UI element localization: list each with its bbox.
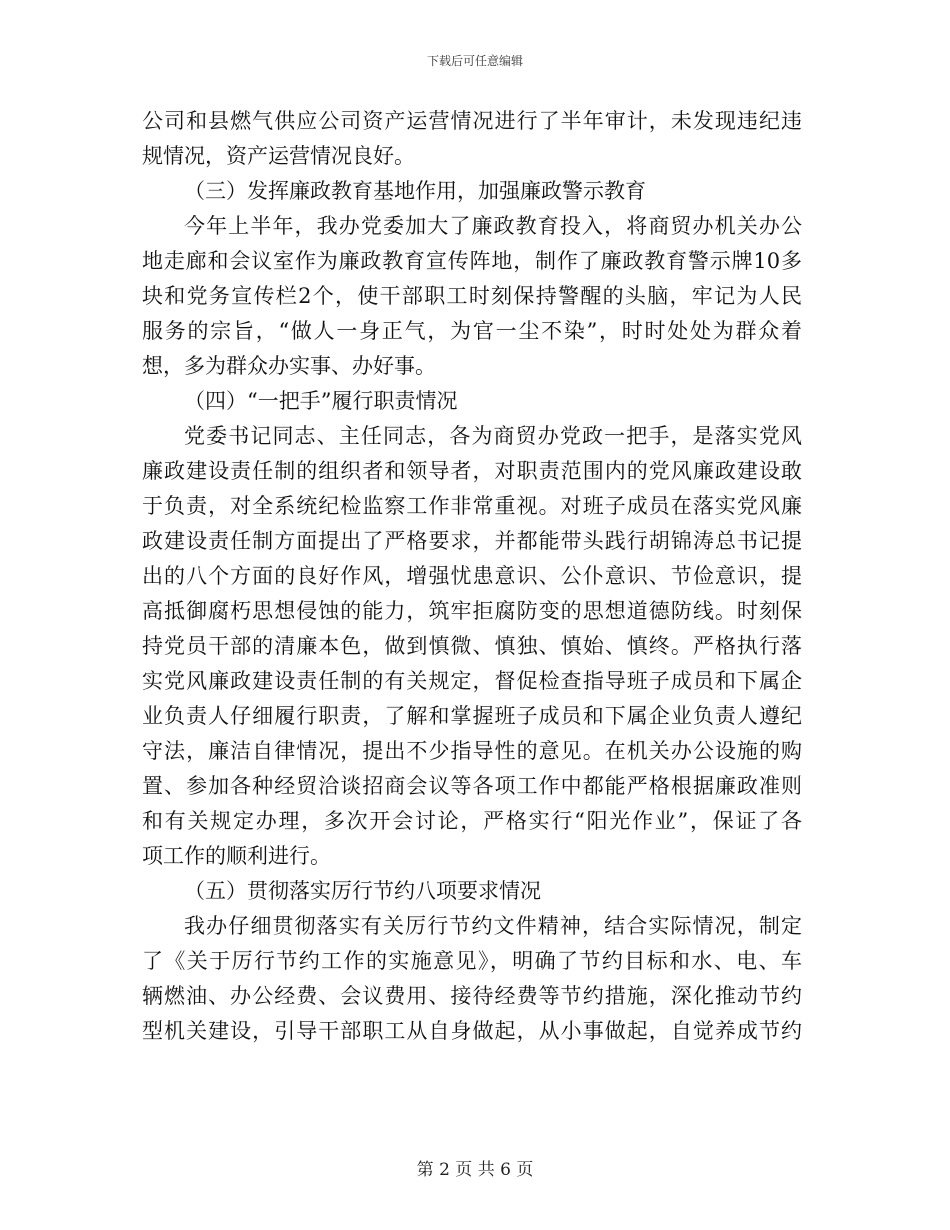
paragraph-last-line: 规情况，资产运营情况良好。	[142, 144, 415, 168]
page-header-note: 下载后可任意编辑	[426, 54, 523, 68]
page-footer-page-number: 第 2 页 共 6 页	[416, 1160, 534, 1180]
paragraph-last-line: 项工作的顺利进行。	[142, 844, 331, 868]
body-line: 高抵御腐朽思想侵蚀的能力，筑牢拒腐防变的思想道德防线。时刻保	[142, 599, 802, 623]
section-heading: （三）发挥廉政教育基地作用，加强廉政警示教育	[184, 179, 646, 203]
body-line: 和有关规定办理，多次开会讨论，严格实行“阳光作业”，保证了各	[142, 809, 802, 833]
body-line: 块和党务宣传栏2个，使干部职工时刻保持警醒的头脑，牢记为人民	[142, 284, 802, 308]
body-line: 型机关建设，引导干部职工从自身做起，从小事做起，自觉养成节约	[142, 1019, 802, 1043]
body-line: 服务的宗旨，“做人一身正气，为官一尘不染”，时时处处为群众着	[142, 319, 802, 343]
paragraph-last-line: 想，多为群众办实事、办好事。	[142, 354, 436, 378]
body-line: 辆燃油、办公经费、会议费用、接待经费等节约措施，深化推动节约	[142, 984, 802, 1008]
paragraph-first-line: 我办仔细贯彻落实有关厉行节约文件精神，结合实际情况，制定	[184, 914, 802, 938]
section-heading: （四）“一把手”履行职责情况	[184, 389, 458, 413]
body-line: 守法，廉洁自律情况，提出不少指导性的意见。在机关办公设施的购	[142, 739, 802, 763]
body-line: 了《关于厉行节约工作的实施意见》，明确了节约目标和水、电、车	[142, 949, 802, 973]
body-line: 置、参加各种经贸洽谈招商会议等各项工作中都能严格根据廉政准则	[142, 774, 802, 798]
body-line: 廉政建设责任制的组织者和领导者，对职责范围内的党风廉政建设敢	[142, 459, 802, 483]
body-line: 公司和县燃气供应公司资产运营情况进行了半年审计，未发现违纪违	[142, 109, 802, 133]
body-line: 业负责人仔细履行职责，了解和掌握班子成员和下属企业负责人遵纪	[142, 704, 802, 728]
document-body	[142, 104, 802, 1049]
paragraph-first-line: 今年上半年，我办党委加大了廉政教育投入，将商贸办机关办公	[184, 214, 802, 238]
body-line: 出的八个方面的良好作风，增强忧患意识、公仆意识、节俭意识，提	[142, 564, 802, 588]
body-line: 于负责，对全系统纪检监察工作非常重视。对班子成员在落实党风廉	[142, 494, 802, 518]
body-line: 持党员干部的清廉本色，做到慎微、慎独、慎始、慎终。严格执行落	[142, 634, 802, 658]
body-line: 政建设责任制方面提出了严格要求，并都能带头践行胡锦涛总书记提	[142, 529, 802, 553]
paragraph-first-line: 党委书记同志、主任同志，各为商贸办党政一把手，是落实党风	[184, 424, 802, 448]
body-line: 实党风廉政建设责任制的有关规定，督促检查指导班子成员和下属企	[142, 669, 802, 693]
body-line: 地走廊和会议室作为廉政教育宣传阵地，制作了廉政教育警示牌10多	[142, 249, 802, 273]
section-heading: （五）贯彻落实厉行节约八项要求情况	[184, 879, 541, 903]
